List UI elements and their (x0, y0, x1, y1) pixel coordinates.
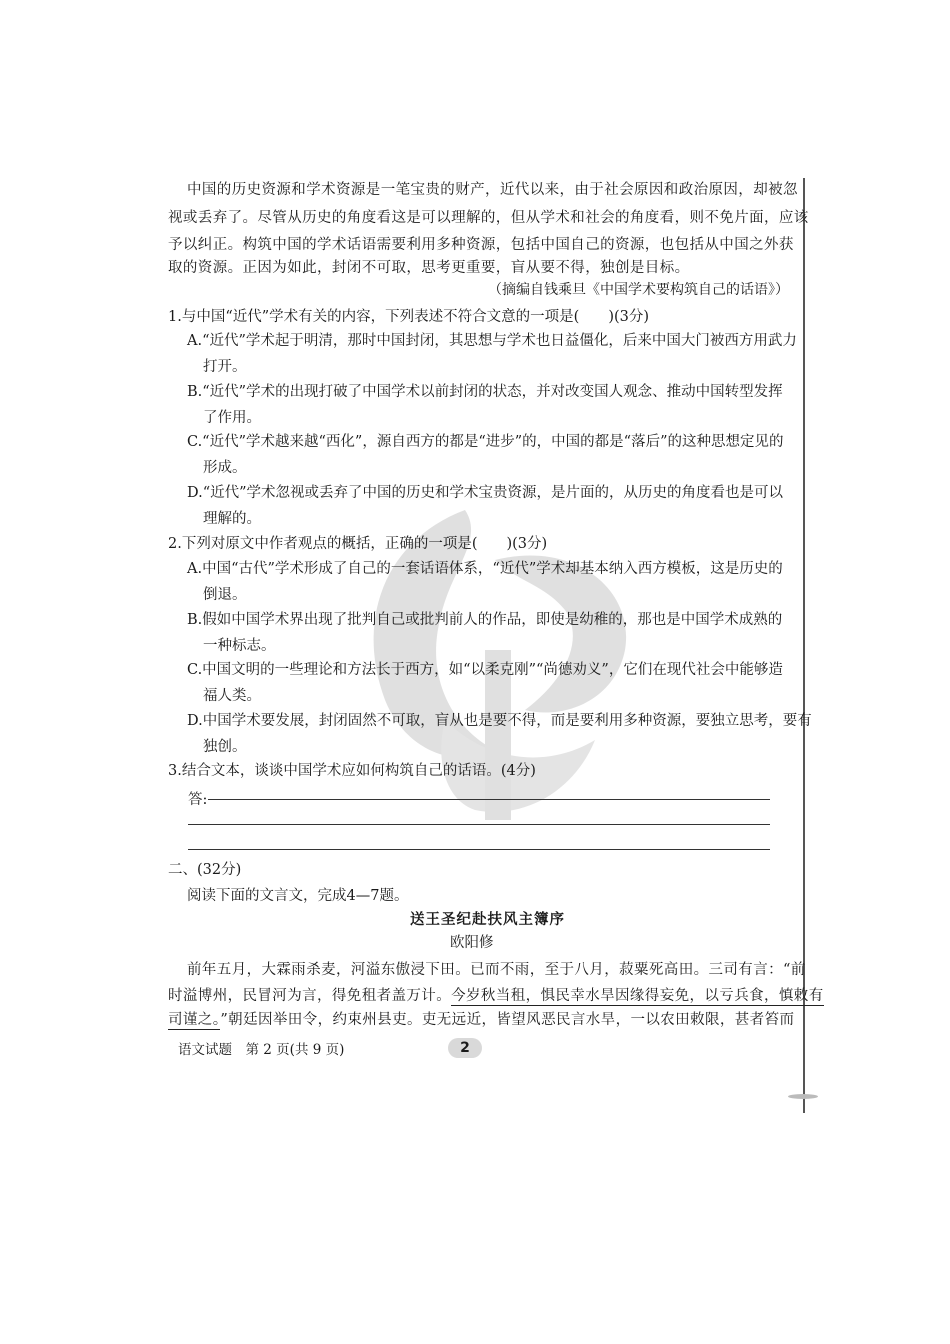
classical-text-segment: ”朝廷因举田令，约束州县吏。吏无远近，皆望风恶民言水旱，一以农田敕限，甚者笞而 (220, 1012, 795, 1028)
underlined-sentence: 司谨之。 (168, 1012, 221, 1028)
scan-smudge (788, 1094, 818, 1099)
classical-text-line (168, 1010, 794, 1030)
classical-text-title: 送王圣纪赴扶风主簿序 (410, 911, 565, 928)
q1-option-a-cont: 打开。 (203, 359, 247, 375)
q1-option-d: D.“近代”学术忽视或丢弃了中国的历史和学术宝贵资源，是片面的，从历史的角度看也是可以 (187, 485, 784, 501)
section-2-instruction: 阅读下面的文言文，完成4—7题。 (187, 888, 409, 904)
q2-option-a: A.中国“古代”学术形成了自己的一套话语体系，“近代”学术却基本纳入西方模板，这是历史的 (187, 561, 783, 577)
q1-option-c: C.“近代”学术越来越“西化”，源自西方的都是“进步”的，中国的都是“落后”的这种思想定见的 (187, 434, 784, 450)
section-2-heading: 二、(32分) (168, 862, 242, 878)
underlined-sentence: 今岁秋当租，惧民幸水旱因缘得妄免，以亏兵食，慎敕有 (451, 988, 824, 1004)
passage-line: 中国的历史资源和学术资源是一笔宝贵的财产，近代以来，由于社会原因和政治原因，却被忽 (187, 182, 798, 198)
question-1-stem: 1.与中国“近代”学术有关的内容，下列表述不符合文意的一项是( )(3分) (168, 309, 650, 325)
page-number-badge: 2 (448, 1038, 482, 1058)
q1-option-b-cont: 了作用。 (203, 410, 261, 426)
classical-text-segment: 时溢博州，民冒河为言，得免租者盖万计。 (168, 988, 452, 1004)
q2-option-b: B.假如中国学术界出现了批判自己或批判前人的作品，即使是幼稚的，那也是中国学术成熟的 (187, 612, 783, 628)
passage-line: 予以纠正。构筑中国的学术话语需要利用多种资源，包括中国自己的资源，也包括从中国之外获 (168, 237, 794, 253)
answer-line[interactable] (188, 824, 770, 825)
classical-text-line (168, 986, 824, 1006)
answer-line[interactable] (188, 849, 770, 850)
question-2-stem: 2.下列对原文中作者观点的概括，正确的一项是( )(3分) (168, 536, 548, 552)
answer-line[interactable] (208, 799, 770, 800)
classical-text-author: 欧阳修 (450, 935, 494, 951)
q2-option-c: C.中国文明的一些理论和方法长于西方，如“以柔克刚”“尚德劝义”，它们在现代社会中能够造 (187, 662, 783, 678)
answer-label: 答: (188, 792, 208, 808)
footer-label: 语文试题 第 2 页(共 9 页) (178, 1042, 345, 1058)
q2-option-a-cont: 倒退。 (203, 587, 247, 603)
passage-line: 视或丢弃了。尽管从历史的角度看这是可以理解的，但从学术和社会的角度看，则不免片面，应该 (168, 210, 809, 226)
source-citation: （摘编自钱乘旦《中国学术要构筑自己的话语》） (488, 282, 789, 298)
passage-line: 取的资源。正因为如此，封闭不可取，思考更重要，盲从要不得，独创是目标。 (168, 260, 690, 276)
q1-option-b: B.“近代”学术的出现打破了中国学术以前封闭的状态，并对改变国人观念、推动中国转型发挥 (187, 384, 783, 400)
q2-option-d: D.中国学术要发展，封闭固然不可取，盲从也是要不得，而是要利用多种资源，要独立思考，要有 (187, 713, 812, 729)
q1-option-c-cont: 形成。 (203, 460, 247, 476)
q2-option-b-cont: 一种标志。 (203, 638, 276, 654)
q1-option-d-cont: 理解的。 (203, 511, 261, 527)
question-3-stem: 3.结合文本，谈谈中国学术应如何构筑自己的话语。(4分) (168, 763, 536, 779)
classical-text-line: 前年五月，大霖雨杀麦，河溢东傲浸下田。已而不雨，至于八月，菽粟死高田。三司有言：“前 (187, 962, 806, 978)
q1-option-a: A.“近代”学术起于明清，那时中国封闭，其思想与学术也日益僵化，后来中国大门被西方用武力 (187, 333, 797, 349)
q2-option-d-cont: 独创。 (203, 739, 247, 755)
q2-option-c-cont: 福人类。 (203, 688, 261, 704)
